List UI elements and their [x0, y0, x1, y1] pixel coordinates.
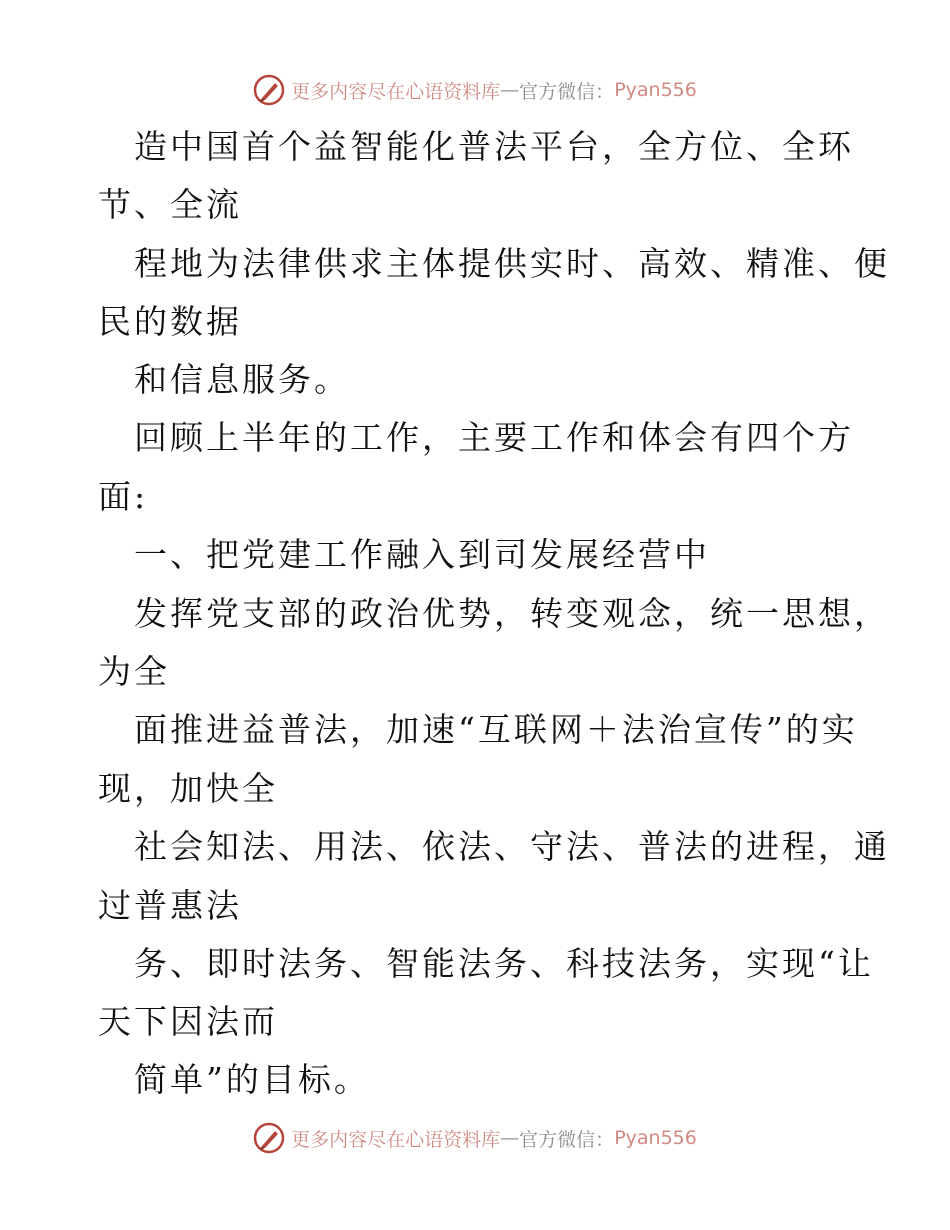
text-line: 现，加快全 — [98, 769, 278, 808]
watermark-text: 更多内容尽在心语资料库 — [291, 80, 501, 103]
text-line: 程地为法律供求主体提供实时、高效、精准、便 — [134, 244, 890, 283]
text-line: 务、即时法务、智能法务、科技法务，实现“让 — [134, 944, 874, 983]
watermark-separator: — — [500, 1127, 520, 1149]
text-line: 节、全流 — [98, 185, 242, 224]
footer-watermark — [0, 1118, 950, 1158]
section-heading: 一、把党建工作融入到司发展经营中 — [134, 535, 710, 574]
text-line: 社会知法、用法、依法、守法、普法的进程，通 — [134, 827, 890, 866]
text-line: 民的数据 — [98, 302, 242, 341]
watermark-text: 更多内容尽在心语资料库 — [291, 1128, 501, 1151]
watermark-id: Pyan556 — [614, 1127, 697, 1149]
quill-pen-icon — [253, 1122, 285, 1154]
text-line: 面推进益普法，加速“互联网＋法治宣传”的实 — [134, 710, 858, 749]
text-line: 发挥党支部的政治优势，转变观念，统一思想， — [134, 594, 890, 633]
text-line: 和信息服务。 — [134, 360, 350, 399]
text-line: 回顾上半年的工作，主要工作和体会有四个方 — [134, 418, 854, 457]
text-line: 天下因法而 — [98, 1002, 278, 1041]
text-line: 过普惠法 — [98, 886, 242, 925]
text-line: 为全 — [98, 652, 170, 691]
text-line: 造中国首个益智能化普法平台，全方位、全环 — [134, 127, 854, 166]
watermark-separator: — — [500, 79, 520, 101]
text-line: 简单”的目标。 — [134, 1060, 370, 1099]
watermark-label: 官方微信： — [519, 1128, 615, 1151]
watermark-label: 官方微信： — [519, 80, 615, 103]
watermark-id: Pyan556 — [614, 79, 697, 101]
text-line: 面: — [98, 477, 149, 516]
